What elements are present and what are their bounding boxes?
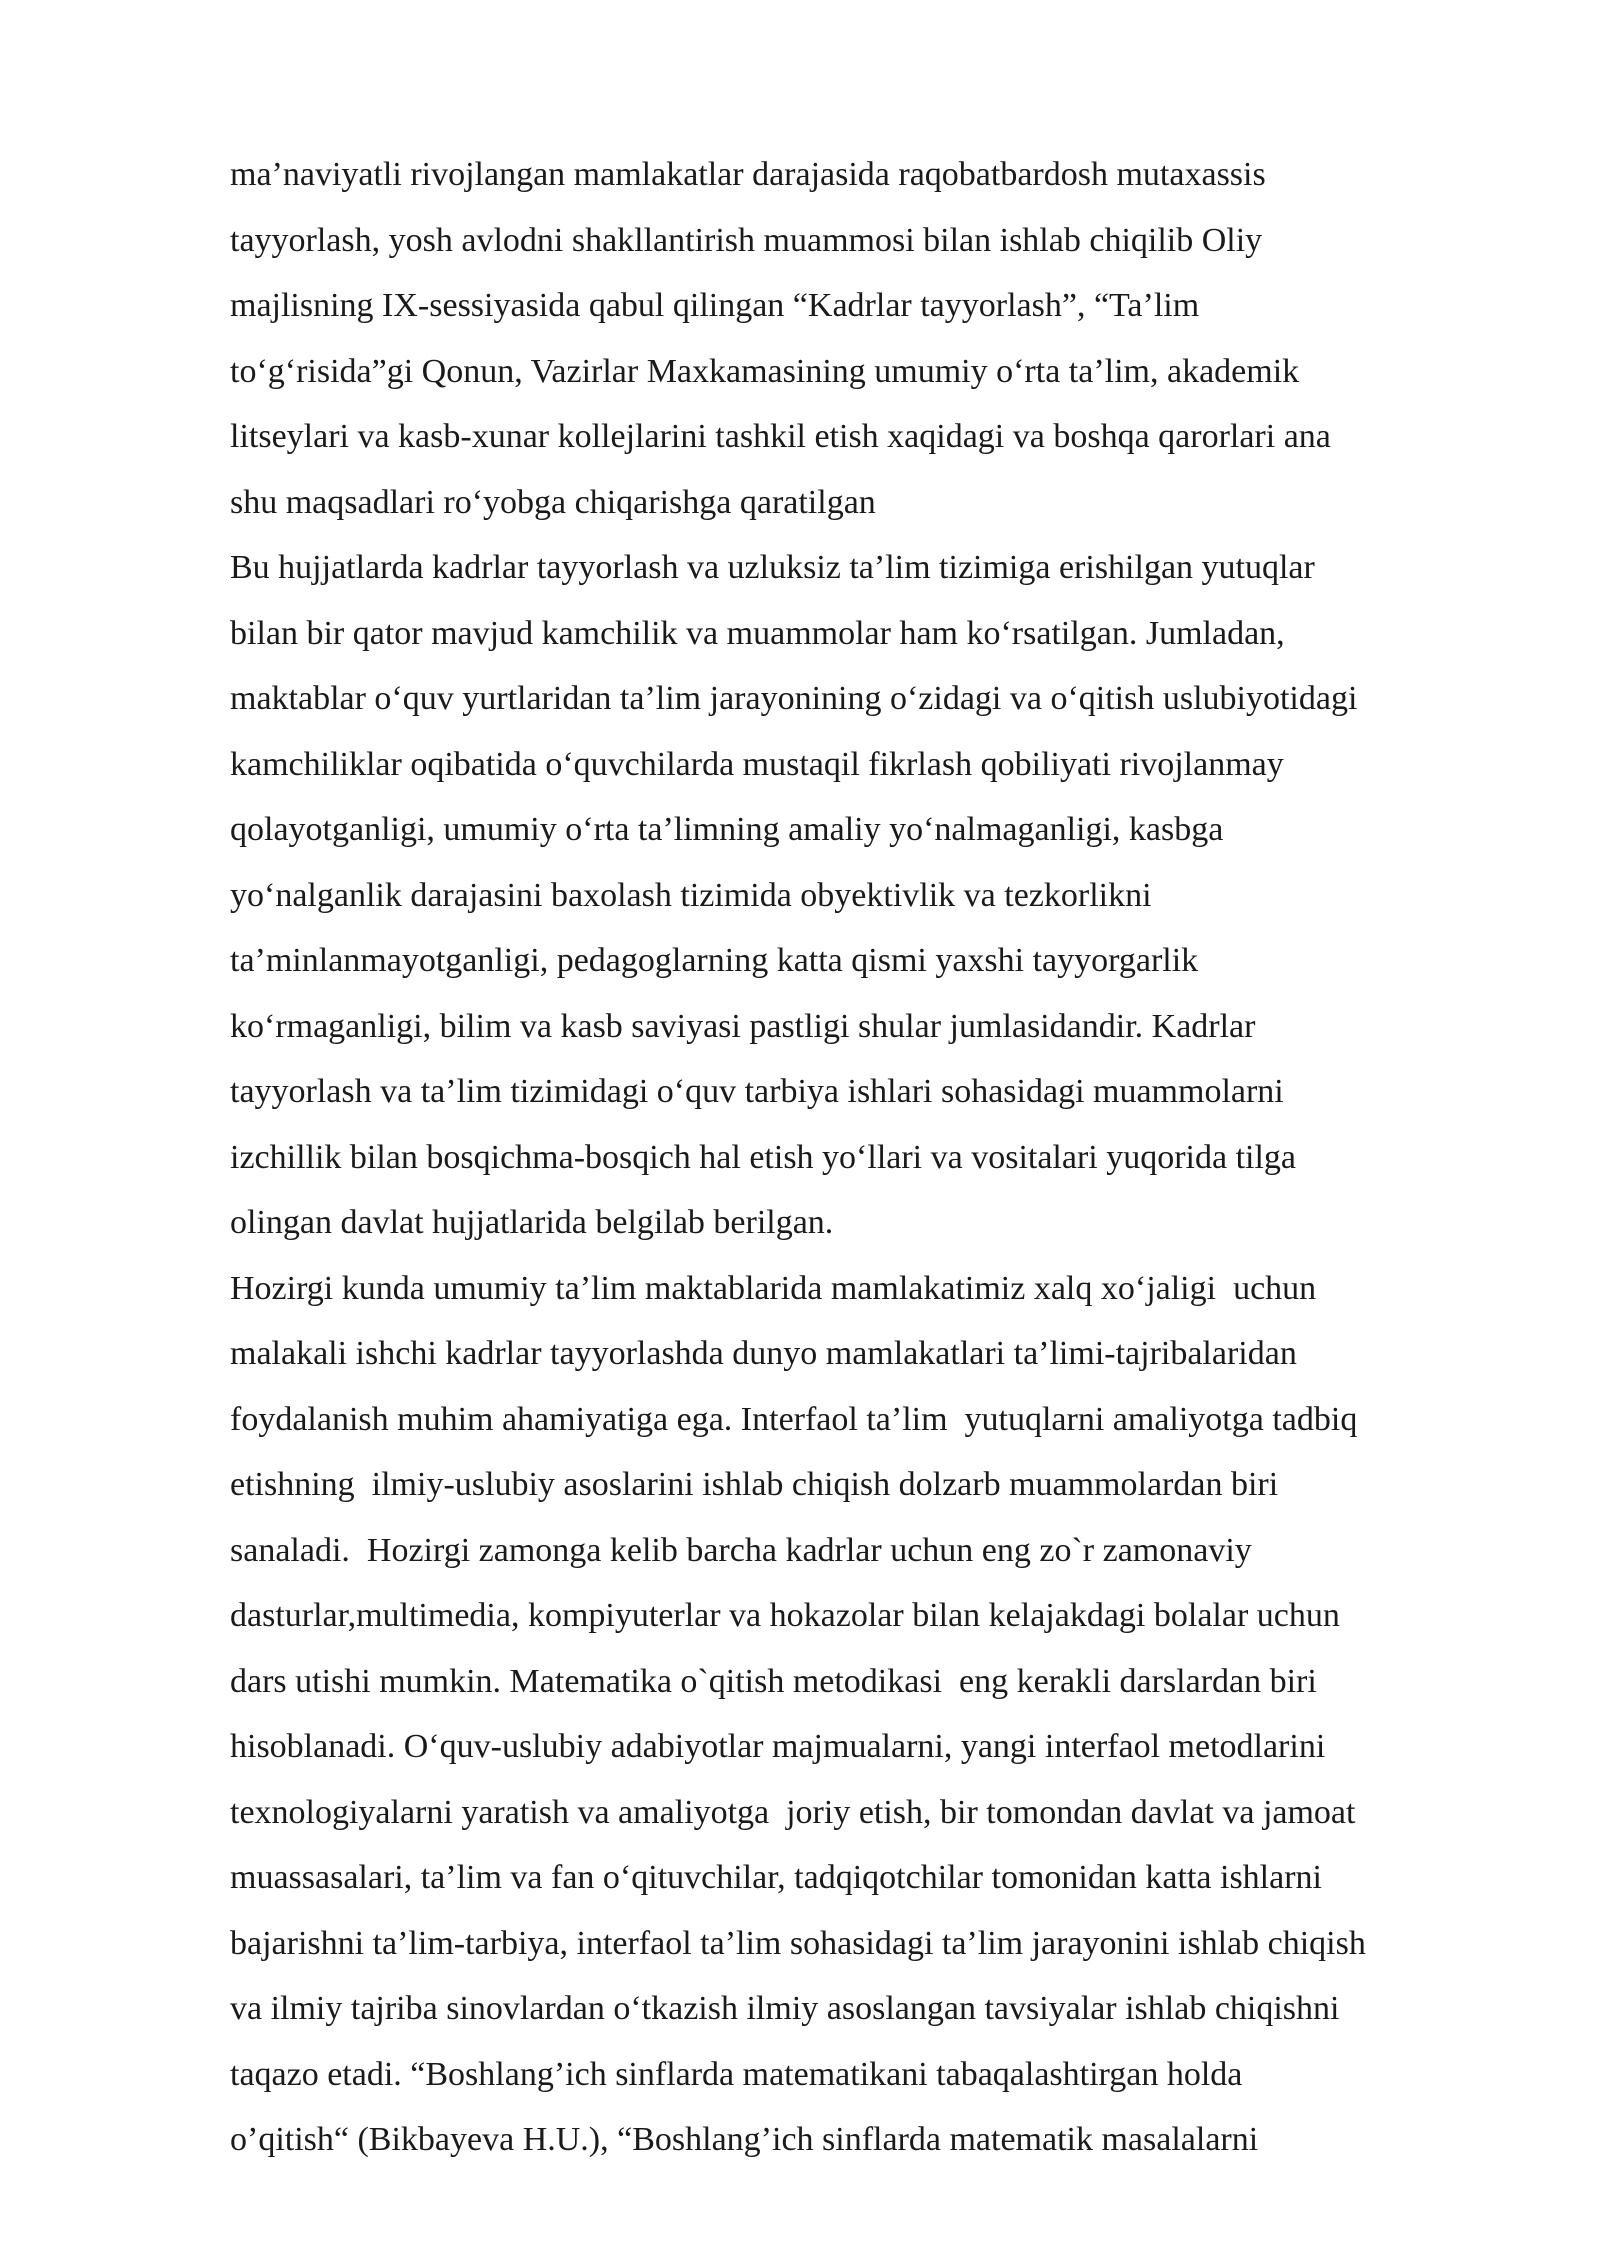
text-line: dars utishi mumkin. Matematika o`qitish metodikasi eng kerakli darslardan biri [230,1662,1317,1700]
text-line: tayyorlash, yosh avlodni shakllantirish muammosi bilan ishlab chiqilib Oliy [230,221,1263,259]
text-line: tayyorlash va ta’lim tizimidagi o‘quv tarbiya ishlari sohasidagi muammolarni [230,1073,1284,1110]
text-line: o’qitish“ (Bikbayeva H.U.), “Boshlang’ich sinflarda matematik masalalarni [230,2121,1259,2158]
text-line: bilan bir qator mavjud kamchilik va muammolar ham ko‘rsatilgan. Jumladan, [230,614,1285,652]
text-line: foydalanish muhim ahamiyatiga ega. Interfaol ta’lim yutuqlarni amaliyotga tadbiq [230,1400,1358,1438]
text-line: ko‘rmaganligi, bilim va kasb saviyasi pastligi shular jumlasidandir. Kadrlar [230,1007,1256,1045]
text-line: qolayotganligi, umumiy o‘rta ta’limning amaliy yo‘nalmaganligi, kasbga [230,811,1224,848]
text-line: dasturlar,multimedia, kompiyuterlar va hokazolar bilan kelajakdagi bolalar uchun [230,1597,1340,1634]
text-line: sanaladi. Hozirgi zamonga kelib barcha kadrlar uchun eng zo`r zamonaviy [230,1531,1252,1569]
text-line: izchillik bilan bosqichma-bosqich hal etish yo‘llari va vositalari yuqorida tilga [230,1138,1297,1176]
text-line: taqazo etadi. “Boshlang’ich sinflarda matematikani tabaqalashtirgan holda [230,2055,1243,2093]
text-line: kamchiliklar oqibatida o‘quvchilarda mustaqil fikrlash qobiliyati rivojlanmay [230,745,1284,783]
text-line: ma’naviyatli rivojlangan mamlakatlar darajasida raqobatbardosh mutaxassis [230,156,1266,193]
text-line: olingan davlat hujjatlarida belgilab berilgan. [230,1204,834,1241]
text-line: yo‘nalganlik darajasini baxolash tizimida obyektivlik va tezkorlikni [230,876,1152,914]
text-line: shu maqsadlari ro‘yobga chiqarishga qaratilgan [230,483,876,521]
text-line: maktablar o‘quv yurtlaridan ta’lim jarayonining o‘zidagi va o‘qitish uslubiyotidagi [230,680,1358,717]
text-line: to‘g‘risida”gi Qonun, Vazirlar Maxkamasining umumiy o‘rta ta’lim, akademik [230,352,1300,390]
text-line: muassasalari, ta’lim va fan o‘qituvchilar, tadqiqotchilar tomonidan katta ishlarni [230,1859,1322,1896]
text-line: Hozirgi kunda umumiy ta’lim maktablarida mamlakatimiz xalq xo‘jaligi uchun [230,1269,1317,1307]
text-line: etishning ilmiy-uslubiy asoslarini ishlab chiqish dolzarb muammolardan biri [230,1466,1279,1503]
text-line: bajarishni ta’lim-tarbiya, interfaol ta’lim sohasidagi ta’lim jarayonini ishlab chiqish [230,1924,1366,1962]
text-line: malakali ishchi kadrlar tayyorlashda dunyo mamlakatlari ta’limi-tajribalaridan [230,1335,1297,1372]
text-line: va ilmiy tajriba sinovlardan o‘tkazish ilmiy asoslangan tavsiyalar ishlab chiqishni [230,1990,1340,2027]
text-line: Bu hujjatlarda kadrlar tayyorlash va uzluksiz ta’lim tizimiga erishilgan yutuqlar [230,549,1315,586]
text-line: litseylari va kasb-xunar kollejlarini tashkil etish xaqidagi va boshqa qarorlari ana [230,418,1331,455]
text-line: hisoblanadi. O‘quv-uslubiy adabiyotlar majmualarni, yangi interfaol metodlarini [230,1728,1326,1765]
text-line: texnologiyalarni yaratish va amaliyotga joriy etish, bir tomondan davlat va jamoat [230,1793,1356,1831]
text-line: ta’minlanmayotganligi, pedagoglarning katta qismi yaxshi tayyorgarlik [230,942,1199,979]
text-line: majlisning IX-sessiyasida qabul qilingan “Kadrlar tayyorlash”, “Ta’lim [230,287,1200,324]
body-text [230,151,1570,2182]
